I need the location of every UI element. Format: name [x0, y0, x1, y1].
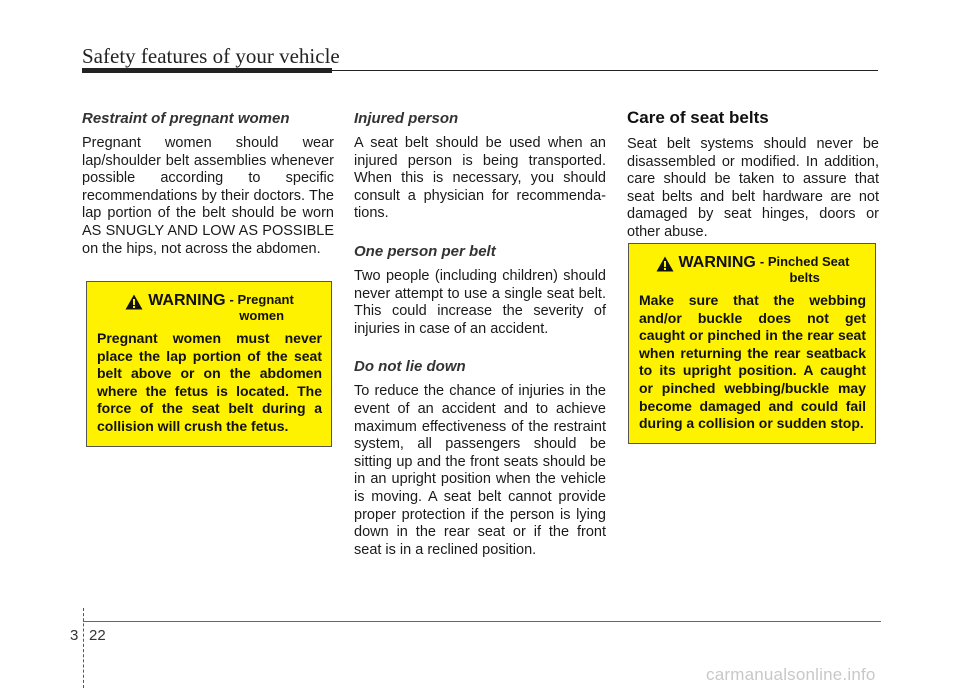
section-body-pregnant-women: Pregnant women should wear lap/shoulder belt assemblies whenever possible according to specific recommendations by their doctors. The lap portion of the belt should be worn AS SNUGLY AND LOW AS POSSIBLE on the hips, not across the abdomen.	[82, 135, 334, 257]
watermark-text: carmanualsonline.info	[706, 665, 876, 684]
warning-triangle-icon	[656, 256, 674, 272]
warning-subtitle	[230, 292, 294, 324]
column-middle	[354, 110, 606, 559]
section-heading-care-of-seat-belts: Care of seat belts	[627, 108, 769, 127]
warning-subtitle-line2: belts	[789, 270, 820, 285]
section-heading-one-person-per-belt: One person per belt	[354, 242, 496, 260]
section-heading-do-not-lie-down: Do not lie down	[354, 358, 466, 376]
chapter-number: 3	[70, 627, 79, 644]
header-rule-thin	[332, 70, 878, 71]
warning-subtitle-line1: - Pinched Seat	[759, 254, 850, 269]
warning-subtitle-line1: - Pregnant	[229, 292, 294, 307]
header-rule-thick	[82, 68, 332, 73]
column-right	[627, 108, 879, 242]
warning-body: Pregnant women must never place the lap portion of the seat belt above or on the abdomen where the fetus is located. The force of the seat belt during a collision will crush the fetus.	[97, 330, 322, 434]
warning-header	[97, 292, 322, 324]
footer-divider	[83, 608, 84, 688]
page-header-title: Safety features of your vehicle	[82, 44, 340, 68]
warning-header	[639, 254, 866, 286]
warning-box-pinched-seat-belts	[628, 243, 876, 444]
footer-rule	[83, 621, 881, 622]
warning-body: Make sure that the webbing and/or buckle does not get caught or pinched in the rear seat when returning the rear seatback to its upright position. A caught or pinched webbing/buckle may become damaged and could fail during a collision or sudden stop.	[639, 292, 866, 432]
warning-subtitle-line2: women	[239, 308, 285, 323]
warning-title: WARNING	[148, 292, 226, 309]
section-body-care-of-seat-belts: Seat belt systems should never be disassembled or modified. In addition, care should be taken to assure that seat belts and belt hardware are not damaged by seat hinges, doors or other abuse.	[627, 136, 879, 240]
warning-subtitle	[760, 254, 850, 286]
column-left	[82, 110, 334, 258]
section-heading-injured-person: Injured person	[354, 110, 459, 127]
section-body-injured-person: A seat belt should be used when an injured person is being transported. When this is necessary, you should consult a physician for recommendations.	[354, 135, 606, 222]
page-number: 22	[89, 627, 106, 644]
warning-triangle-icon	[125, 294, 143, 310]
warning-box-pregnant-women	[86, 281, 332, 447]
section-body-do-not-lie-down: To reduce the chance of injuries in the event of an accident and to achieve maximum effectiveness of the restraint system, all passengers should be sitting up and the front seats should be in an upright position when the vehicle is moving. A seat belt cannot provide proper protection if the person is lying down in the rear seat or if the front seat is in a reclined position.	[354, 383, 606, 558]
section-body-one-person-per-belt: Two people (including children) should never attempt to use a single seat belt. This could increase the severity of injuries in case of an accident.	[354, 267, 606, 337]
section-heading-pregnant-women: Restraint of pregnant women	[82, 110, 290, 127]
warning-title: WARNING	[678, 254, 756, 271]
